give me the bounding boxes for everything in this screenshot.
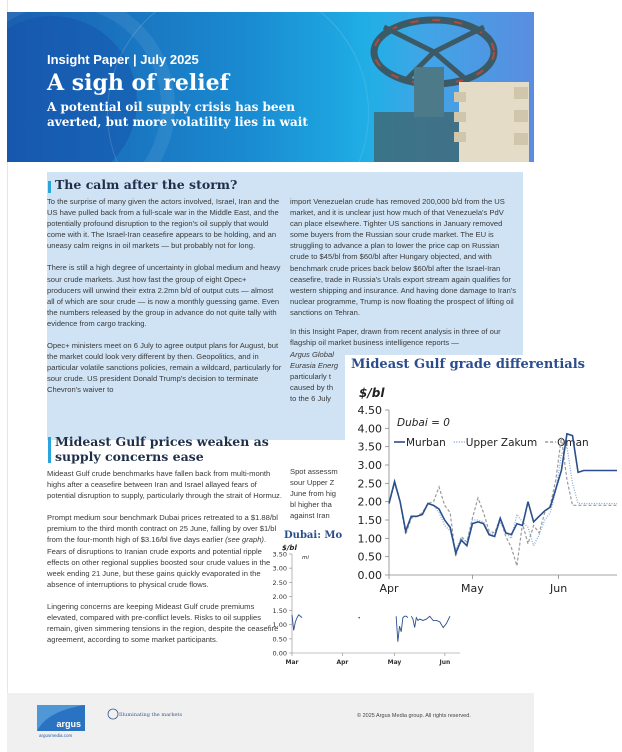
series-line-oman — [389, 438, 617, 566]
page-title: A sigh of relief — [47, 70, 230, 96]
text-line: June from hig — [290, 489, 337, 499]
footer — [7, 693, 534, 752]
report-name: Eurasia Energ — [290, 361, 339, 371]
header-banner — [7, 12, 534, 162]
text-line: Spot assessm — [290, 467, 338, 476]
section-accent-bar — [48, 181, 51, 193]
valve-image — [344, 12, 534, 162]
y-tick-label: 2.00 — [357, 495, 382, 509]
paragraph: Mideast Gulf crude benchmarks have fallen back from multi-month highs after a ceasefire between Iran and Israel allayed fears of potential disruption to supply, particularly through the strait of Hormuz. — [47, 469, 282, 501]
y-tick-label: 4.00 — [357, 422, 382, 436]
grade-differentials-chart — [345, 355, 622, 605]
page-subtitle: A potential oil supply crisis has been averted, but more volatility lies in wait — [47, 100, 308, 129]
y-tick-label: 0.50 — [357, 550, 382, 564]
x-tick-label: Mar — [285, 659, 299, 666]
y-tick-label: 1.00 — [357, 532, 382, 546]
y-tick-label: 2.50 — [357, 477, 382, 491]
y-tick-label: 2.00 — [272, 592, 287, 601]
section2-column-2 — [290, 466, 342, 521]
y-tick-label: 0.50 — [272, 635, 287, 644]
chart-annotation: mi — [302, 555, 309, 561]
tagline: Illuminating the markets — [119, 712, 183, 718]
y-tick-label: 3.50 — [357, 440, 382, 454]
section-accent-bar — [48, 437, 51, 463]
argus-logo — [37, 705, 85, 731]
section1-column-2-partial — [290, 349, 342, 404]
series-point — [358, 617, 360, 619]
x-tick-label: Apr — [379, 582, 399, 595]
text-line: bl higher tha — [290, 500, 332, 510]
y-tick-label: 3.50 — [272, 550, 287, 559]
x-tick-label: Apr — [336, 659, 349, 666]
paragraph: There is still a high degree of uncertainty in global medium and heavy sour crude markets. Just how fast the group of eight Opec+ producers will unwind their extra 2.2mn b/d of output cuts — almost all of which are sour crude — is now a monthly guessing game. Even the numbers released by the group in advance do not quite tally with evidence from cargo tracking. — [47, 263, 281, 328]
legend-entry: Oman — [557, 437, 589, 449]
y-axis-label: $/bl — [359, 386, 385, 400]
logo-url: argusmedia.com — [39, 733, 73, 738]
x-tick-label: Jun — [439, 659, 451, 666]
tagline-emblem-icon — [107, 708, 119, 720]
text-line: to the 6 July — [290, 394, 331, 404]
section1-column-1 — [47, 196, 282, 407]
copyright: © 2025 Argus Media group. All rights reserved. — [357, 713, 471, 719]
y-tick-label: 0.00 — [272, 649, 287, 658]
y-tick-label: 2.50 — [272, 578, 287, 587]
y-axis-label: $/bl — [282, 544, 297, 552]
section-heading: The calm after the storm? — [55, 177, 238, 192]
legend-entry: Upper Zakum — [465, 437, 538, 449]
y-tick-label: 3.00 — [272, 564, 287, 573]
x-tick-label: May — [387, 659, 402, 666]
y-tick-label: 4.50 — [357, 404, 382, 417]
series-line-murban — [389, 434, 617, 553]
section2-column-1 — [47, 468, 282, 656]
section-heading: Mideast Gulf prices weaken as supply concerns ease — [55, 434, 269, 464]
series-line-upper-zakum — [389, 447, 617, 550]
legend-entry: Murban — [406, 437, 446, 449]
paragraph — [47, 512, 282, 590]
text-line: particularly t — [290, 372, 331, 382]
chart-annotation: Dubai = 0 — [397, 417, 450, 429]
paragraph: In this Insight Paper, drawn from recent analysis in three of our flagship oil market business intelligence reports — — [290, 327, 501, 348]
paragraph: import Venezuelan crude has removed 200,000 b/d from the US market, and it is unclear just how much of that Venezuela's PdV can place elsewhere. Tighter US sanctions in January removed some buyers from the Russian sour crude market. The EU is struggling to advance a plan to lower the price cap on Russian crude to $45/bl from $60/bl after Hungary objected, and with benchmark crude prices back below $60/bl after the Israel-Iran ceasefire, trade in Russia's Urals export stream again qualifies for western shipping and insurance. And having done damage to Iran's nuclear programme, Trump is now floating the prospect of lifting oil sanctions on Tehran. — [290, 197, 517, 317]
report-name: Argus Global — [290, 350, 334, 359]
graph-reference: (see graph) — [225, 535, 264, 545]
text-run: Prompt medium sour benchmark Dubai prices retreated to a $1.88/bl premium to the third month contract on 25 June, falling by over $1/bl from the four-month high of $3.16/bl five days earlier — [47, 513, 278, 545]
y-tick-label: 1.50 — [357, 514, 382, 527]
series-line-dubai — [411, 616, 450, 627]
y-tick-label: 1.50 — [272, 607, 287, 616]
section1-column-2-continued — [290, 326, 518, 348]
grade-differentials-chart-panel — [345, 355, 622, 605]
y-tick-label: 1.00 — [272, 621, 287, 630]
logo-text: argus — [56, 719, 81, 729]
x-tick-label: May — [461, 582, 484, 595]
text-line: caused by th — [290, 383, 334, 393]
y-tick-label: 0.00 — [357, 569, 382, 582]
paragraph: Opec+ ministers meet on 6 July to agree output plans for August, but the market could look very different by then. Geopolitics, and in particular volatile sanctions policies, remain a wildcard, particularly for sour crude. US president Donald Trump's decision to terminate Chevron's waiver to — [47, 341, 282, 395]
series-line-dubai — [396, 616, 408, 641]
x-tick-label: Jun — [550, 582, 568, 595]
dubai-chart-title: Dubai: Mo — [284, 530, 343, 541]
y-tick-label: 3.00 — [357, 459, 382, 472]
text-line: sour Upper Z — [290, 478, 335, 488]
text-line: against Iran — [290, 511, 330, 521]
banner-kicker: Insight Paper | July 2025 — [47, 52, 199, 67]
paragraph: Lingering concerns are keeping Mideast Gulf crude premiums elevated, compared with pre-conflict levels. Risks to oil supplies remain, given simmering tensions in the region, despite the ceasefire agreement, according to some market participants. — [47, 601, 279, 645]
grade-chart-title: Mideast Gulf grade differentials — [351, 357, 585, 372]
section1-column-2 — [290, 196, 518, 329]
text-run: . Fears of disruptions to Iranian crude exports and potential ripple effects on other regional supplies boosted sour crude values in the week ending 21 June, but these gains quickly evaporated in the absence of interruptions to physical crude flows. — [47, 535, 271, 589]
paragraph: To the surprise of many given the actors involved, Israel, Iran and the US have pulled back from a full-scale war in the Middle East, and the potentially profound disruption to the region's oil supply that would come with it. The Israel-Iran ceasefire appears to be holding, and an uneasy calm reigns in oil markets — but probably not for long. — [47, 197, 280, 251]
series-line-dubai — [292, 615, 302, 631]
